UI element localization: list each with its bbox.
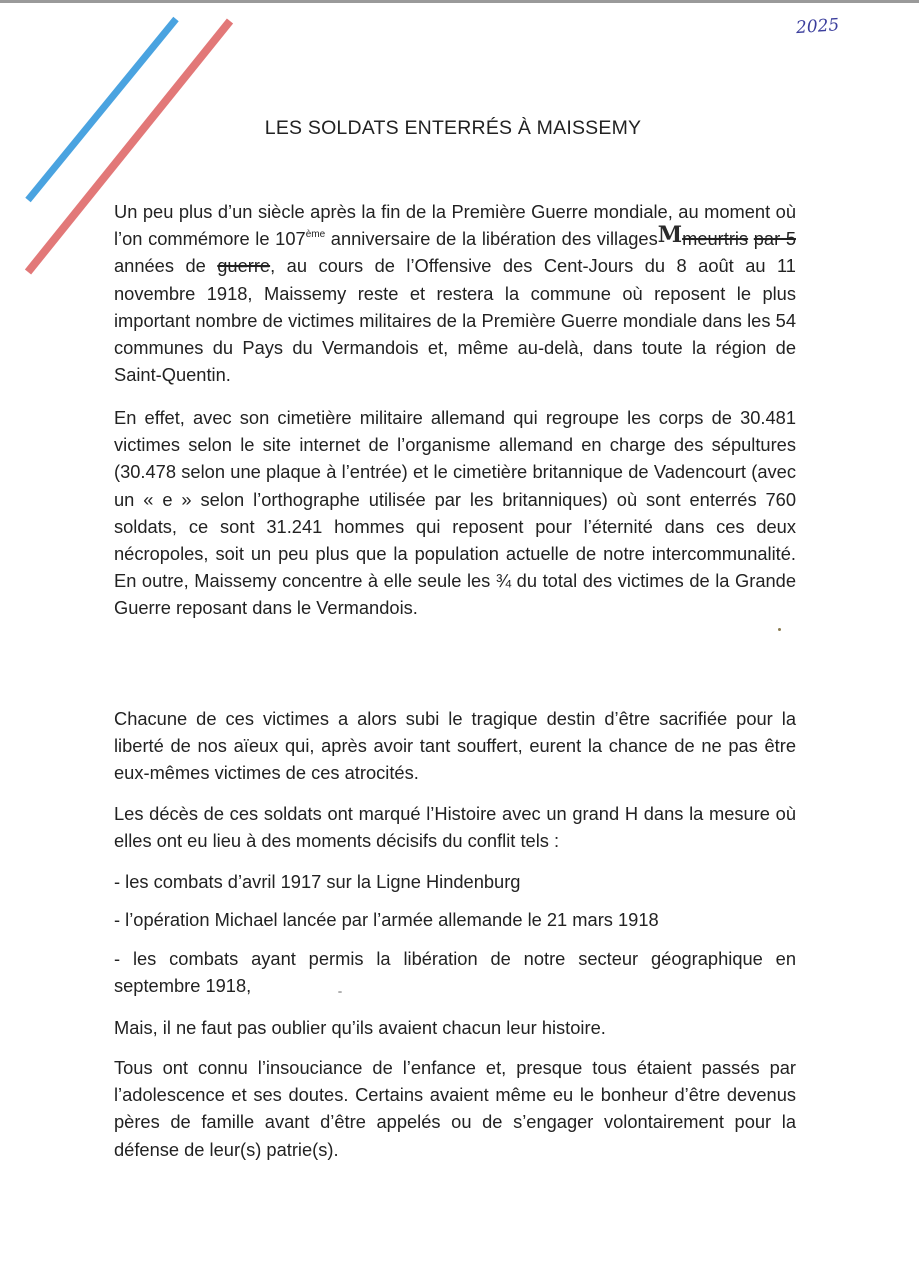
scan-speck	[778, 628, 781, 631]
struck-word-3: guerre	[217, 255, 271, 277]
p1-text-a: Un peu plus d’un siècle après la fin de la Première Guerre mondiale, au moment où l’on commémore le 107	[114, 201, 796, 250]
struck-word-2: par 5	[753, 228, 796, 250]
p1-text-b: anniversaire de la libération des villages	[325, 228, 658, 250]
list-item-3: - les combats ayant permis la libération de notre secteur géographique en septembre 1918,	[114, 948, 796, 997]
page-title: LES SOLDATS ENTERRÉS À MAISSEMY	[264, 117, 642, 139]
paragraph-6: Tous ont connu l’insouciance de l’enfance et, presque tous étaient passés par l’adolescence et ses doutes. Certains avaient même eu le bonheur d’être devenus pères de famille avant d’être appelés ou de s’engager volontairement pour la défense de leur(s) patrie(s).	[114, 1057, 796, 1160]
paragraph-4: Les décès de ces soldats ont marqué l’Histoire avec un grand H dans la mesure où elles ont eu lieu à des moments décisifs du conflit tels :	[114, 803, 796, 852]
scan-speck	[338, 991, 342, 993]
p1-text-d: années de	[114, 255, 218, 277]
paragraph-5: Mais, il ne faut pas oublier qu’ils avaient chacun leur histoire.	[114, 1017, 606, 1038]
paragraph-3: Chacune de ces victimes a alors subi le tragique destin d’être sacrifiée pour la liberté de nos aïeux qui, après avoir tant souffert, eurent la chance de ne pas être eux-mêmes victimes de ces atrocités.	[114, 708, 796, 784]
p1-text-e: , au cours de l’Offensive des Cent-Jours du 8 août au 11 novembre 1918, Maissemy reste et restera la commune où reposent le plus important nombre de victimes militaires de la Première Guerre mondiale dans les 54 communes du Pays du Vermandois et, même au-delà, dans toute la région de Saint-Quentin.	[114, 255, 796, 386]
list-item-2: - l’opération Michael lancée par l’armée allemande le 21 mars 1918	[114, 909, 659, 930]
paragraph-2: En effet, avec son cimetière militaire allemand qui regroupe les corps de 30.481 victimes selon le site internet de l’organisme allemand en charge des sépultures (30.478 selon une plaque à l’entrée) et le cimetière britannique de Vadencourt (avec un « e » selon l’orthographe utilisée par les britanniques) où sont enterrés 760 soldats, ce sont 31.241 hommes qui reposent pour l’éternité dans ces deux nécropoles, soit un peu plus que la population actuelle de notre intercommunalité. En outre, Maissemy concentre à elle seule les ¾ du total des victimes de la Grande Guerre reposant dans le Vermandois.	[114, 407, 796, 619]
p1-superscript: ème	[305, 229, 326, 241]
struck-word-1: meurtris	[682, 228, 749, 250]
handwritten-correction-mark: M	[657, 222, 683, 249]
list-item-1: - les combats d’avril 1917 sur la Ligne Hindenburg	[114, 871, 521, 892]
handwritten-year-annotation: 2025	[795, 15, 840, 39]
paragraph-1	[114, 198, 796, 388]
